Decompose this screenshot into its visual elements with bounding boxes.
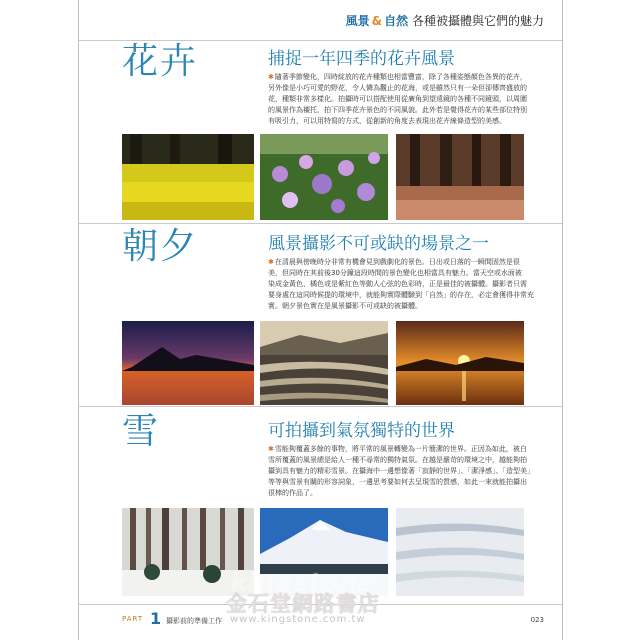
body-line: 另外像是小巧可愛的野花，令人憐為觀止的花海，或是雖然只有一朵但卻傳齊盛放的 [268,84,527,92]
photo-snow-field [396,508,524,596]
body-line: 很棒的作品了。 [268,489,317,497]
section-kanji: 花卉 [122,41,199,82]
section-title: 可拍攝到氣氛獨特的世界 [268,421,455,441]
body-line: 實。朝夕景色實在是風景攝影不可或缺的被攝體。 [268,302,422,310]
section-twilight [78,223,562,406]
header-amp: & [371,14,383,28]
part-label: PART [122,615,144,623]
photo-mountain-sunset [122,321,254,405]
page-header [78,0,562,41]
section-title: 捕捉一年四季的花卉風景 [268,49,455,69]
page-number: 023 [530,616,544,624]
section-title: 風景攝影不可或缺的場景之一 [268,234,489,254]
body-line: 等等與雪景有關的形容詞象，一邊思考要如何去呈現雪的質感，如此一來就能拍攝出 [268,478,527,486]
section-body [268,257,554,312]
chapter-title: 攝影前的準備工作 [166,617,222,625]
body-line: 美，但同時在其前後30分鐘這段時間的景色變化也相當具有魅力。當天空或水面被 [268,269,522,277]
bullet-icon: ✱ [268,258,274,266]
section-body [268,444,554,499]
section-kanji: 朝夕 [122,226,199,267]
body-line: ✱雪能夠覆蓋多餘的事物，將平常的風景轉變為一片簡潔的世界。正因為如此，被白 [268,445,527,453]
header-title [346,12,544,29]
bullet-icon: ✱ [268,445,274,453]
part-number: 1 [150,609,162,628]
section-kanji: 雪 [122,411,161,452]
body-line: 攝到具有魅力的精彩雪景。在攝海中一邊想像著「寂靜的世界」、「潔淨感」、「造型美」 [268,467,534,475]
photo-forest-flowers [396,134,524,220]
watermark-store: 金石堂網路書店 [226,591,380,616]
watermark-logo: kingstone [230,568,376,598]
body-line: 花，種類非常多樣化。拍攝時可以搭配使用從廣角到望遠鏡的各種不同鏡頭，以周圍 [268,95,527,103]
right-page-border [562,0,563,640]
header-subtitle: 各種被攝體與它們的魅力 [411,14,544,28]
section-flowers [78,40,562,223]
photo-rice-terraces [260,321,388,405]
header-category-b: 自然 [384,14,409,28]
photo-lake-sunrise [396,321,524,405]
photo-rapeseed-field [122,134,254,220]
body-line: ✱在清晨與傍晚時分非常有機會見到戲劇化的景色。日出或日落的一瞬間固然是很 [268,258,520,266]
body-line: 要身處在這同時候提的環境中，就能夠實際體驗到「自然」的存在，必定會獲得非常充 [268,291,534,299]
body-line: 的風景作為襯托，拍下四季花卉景色的不同風貌。此外若是覺得花卉的某些部位特別 [268,106,527,114]
body-line: 雪所覆蓋的風景總是給人一種不尋常的獨特氣氛。在越是嚴苛的環境之中，越能夠拍 [268,456,527,464]
watermark-url: www.kingstone.com.tw [230,614,366,625]
body-line: 染成金黃色、橘色或是紫紅色等動人心弦的色彩時，正是最佳的被攝體。攝影者只需 [268,280,527,288]
section-body [268,72,554,127]
bullet-icon: ✱ [268,73,274,81]
photo-iris-flowers [260,134,388,220]
body-line: 有吸引力，可以用特寫的方式，從創新的角度去表現出花卉線條造型的美感。 [268,117,506,125]
header-category-a: 風景 [345,14,370,28]
body-line: ✱隨著季節變化，四時綻放的花卉種類也相當豐富，除了各種姿態顏色各異的花卉， [268,73,527,81]
